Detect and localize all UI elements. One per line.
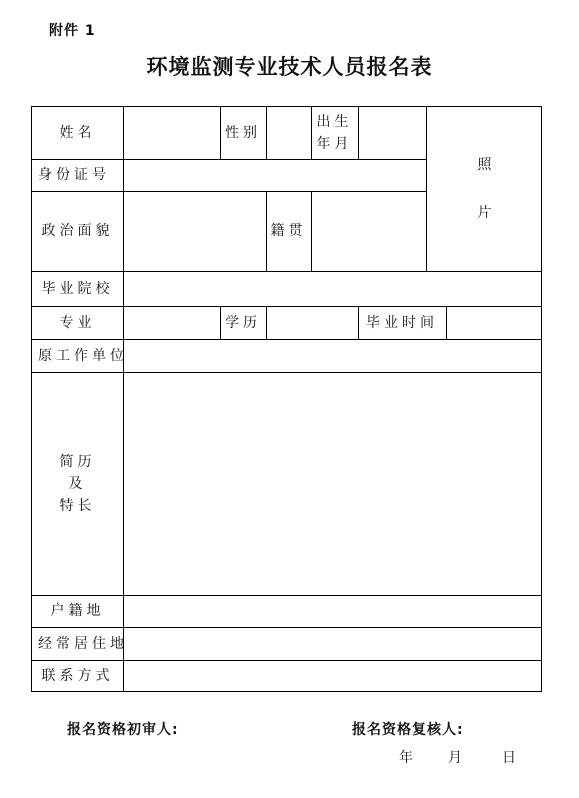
household-registration-field[interactable] [124, 595, 542, 627]
former-employer-label: 原工作单位 [38, 347, 128, 364]
resume-label: 简历 及 特长 [59, 453, 96, 514]
political-status-label: 政治面貌 [41, 223, 114, 239]
gender-label: 性别 [225, 125, 261, 141]
photo-area[interactable]: 照 片 [477, 157, 492, 221]
id-number-label: 身份证号 [38, 167, 110, 183]
contact-label: 联系方式 [41, 667, 114, 684]
native-place-label: 籍贯 [270, 223, 307, 239]
major-label: 专业 [59, 314, 96, 331]
registration-form-table [31, 106, 542, 692]
education-field[interactable] [267, 306, 358, 339]
date-year-label: 年 [399, 750, 413, 766]
attachment-label: 附件 1 [49, 23, 96, 39]
date-month-label: 月 [448, 750, 462, 766]
graduation-time-field[interactable] [447, 306, 542, 339]
major-field[interactable] [124, 306, 220, 339]
id-number-field[interactable] [124, 159, 426, 191]
gender-field[interactable] [267, 107, 311, 159]
graduated-school-field[interactable] [124, 271, 542, 306]
residence-field[interactable] [124, 627, 542, 660]
household-registration-label: 户籍地 [50, 603, 105, 619]
resume-field[interactable] [124, 372, 542, 595]
contact-field[interactable] [124, 660, 542, 691]
political-status-field[interactable] [124, 191, 266, 271]
birth-date-label: 出生 年月 [316, 114, 353, 152]
residence-label: 经常居住地 [38, 635, 128, 652]
final-reviewer-label: 报名资格复核人: [352, 722, 464, 738]
initial-reviewer-label: 报名资格初审人: [67, 722, 179, 738]
graduation-time-label: 毕业时间 [366, 314, 438, 331]
name-label: 姓名 [59, 125, 96, 141]
education-label: 学历 [225, 314, 261, 331]
date-day-label: 日 [502, 750, 516, 766]
name-field[interactable] [124, 107, 220, 159]
form-title: 环境监测专业技术人员报名表 [146, 55, 433, 79]
graduated-school-label: 毕业院校 [41, 280, 114, 297]
native-place-field[interactable] [312, 191, 426, 271]
birth-date-field[interactable] [359, 107, 426, 159]
former-employer-field[interactable] [124, 339, 542, 372]
